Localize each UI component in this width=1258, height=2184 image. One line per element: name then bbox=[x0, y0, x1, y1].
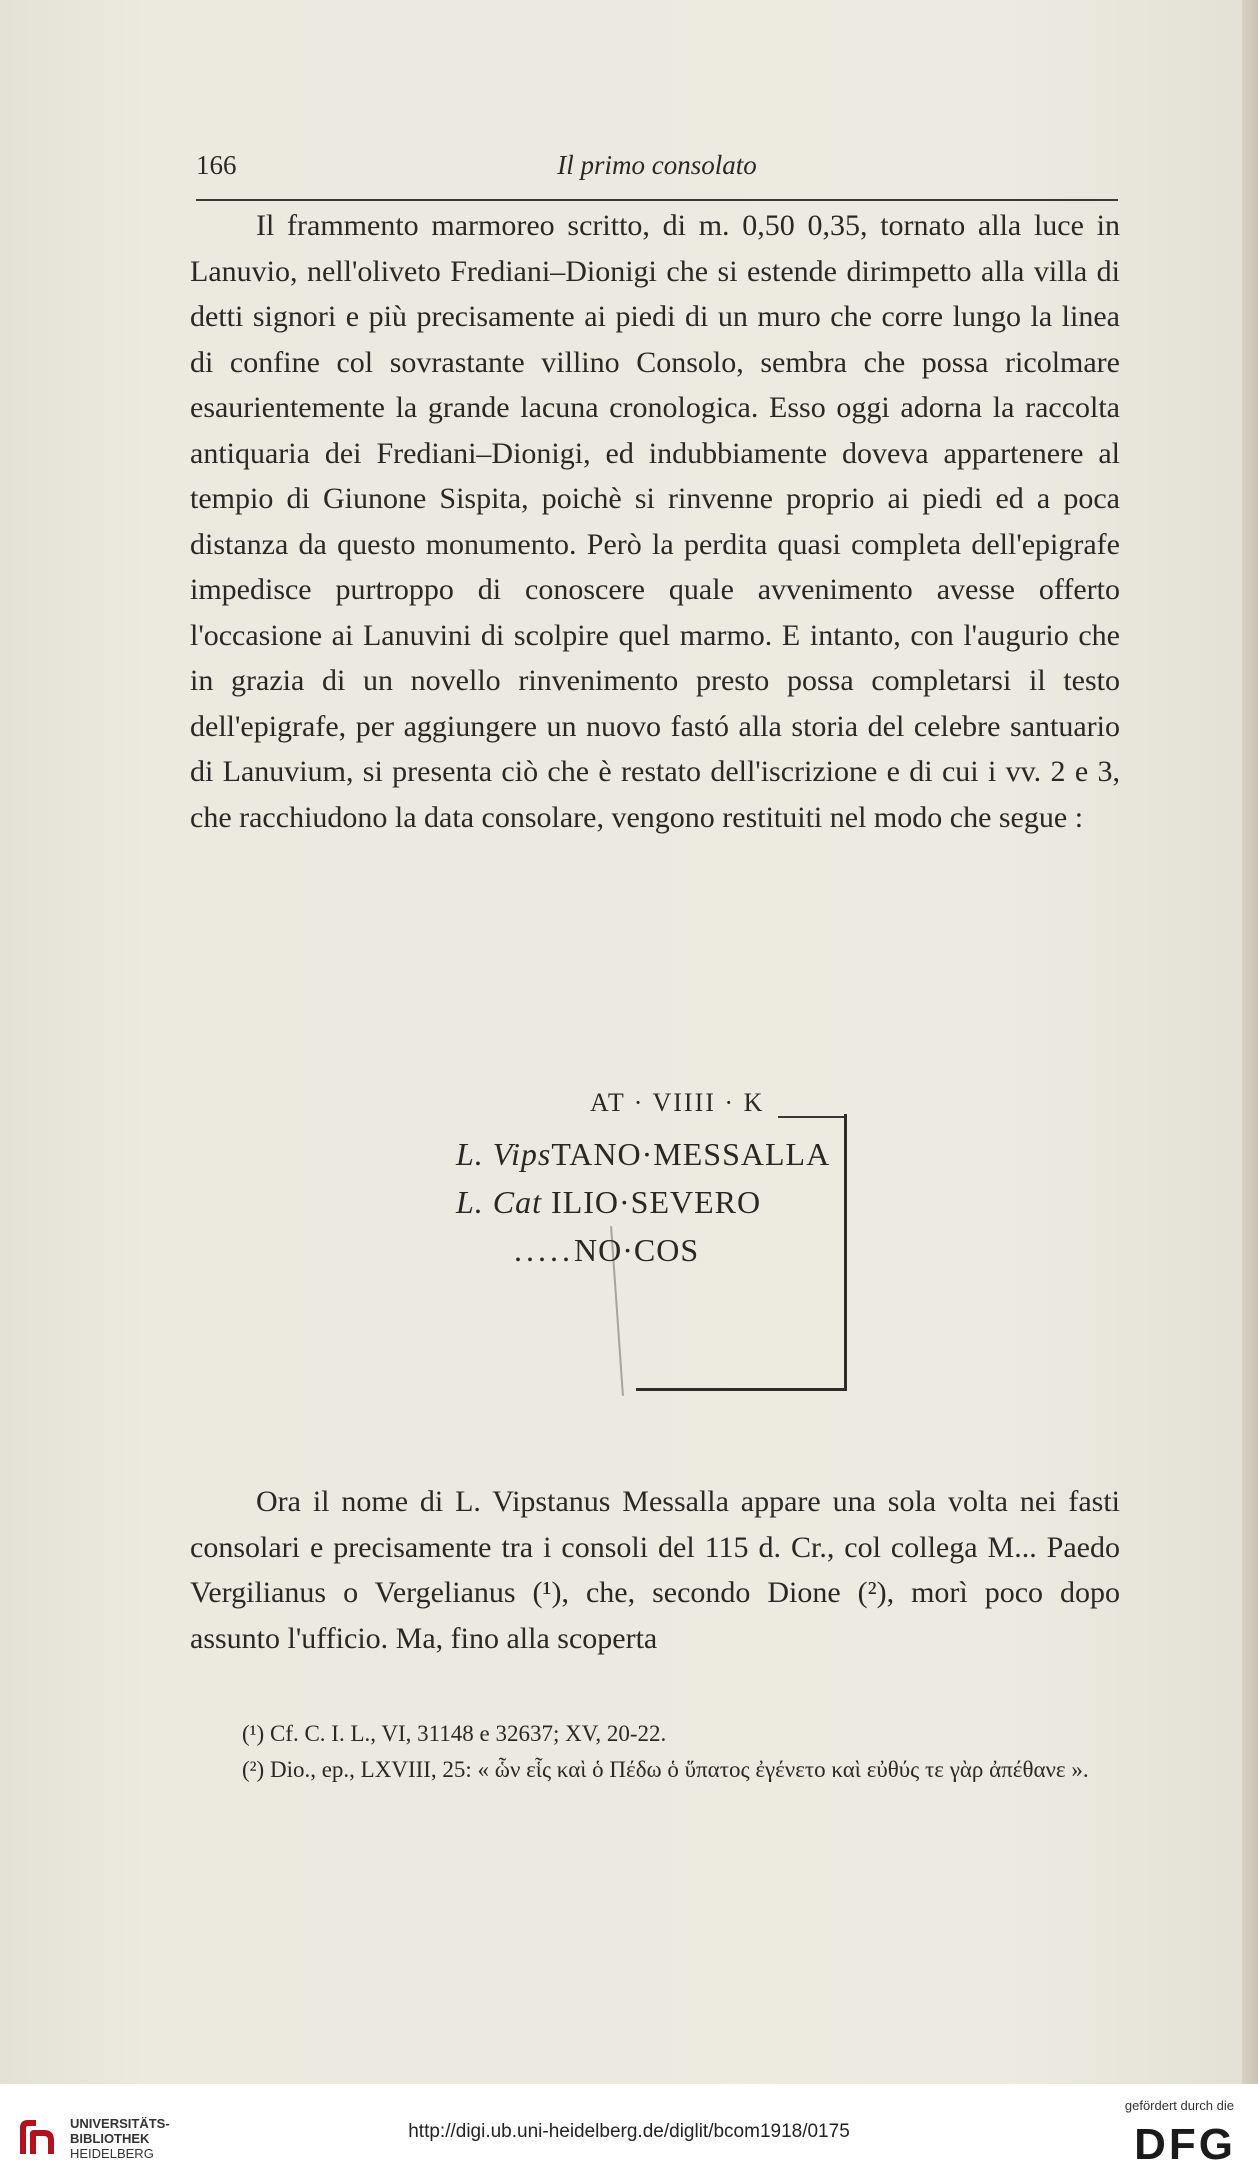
inscription-top-edge bbox=[778, 1116, 846, 1118]
inscription-line-3-restored: L. Cat bbox=[456, 1184, 543, 1220]
inscription-line-1: AT · VIIII · K bbox=[590, 1088, 765, 1117]
library-name-line-2: BIBLIOTHEK bbox=[70, 2131, 150, 2146]
inscription-line-2-original: TANO·MESSALLA bbox=[551, 1136, 831, 1172]
inscription-line-2-restored: L. Vips bbox=[456, 1136, 552, 1172]
body-paragraph-2: Ora il nome di L. Vipstanus Messalla appare una sola volta nei fasti consolari e precisamente tra i consoli del 115 d. Cr., col collega M... Paedo Vergilianus o Vergelianus (¹), che, secondo Dione (²), morì poco dopo assunto l'ufficio. Ma, fino alla scoperta bbox=[190, 1485, 1120, 1655]
document-url-link[interactable]: http://digi.ub.uni-heidelberg.de/diglit/bcom1918/0175 bbox=[408, 2121, 850, 2142]
running-title: Il primo consolato bbox=[557, 150, 757, 180]
header-rule bbox=[196, 199, 1118, 201]
page-spine-shadow bbox=[1242, 0, 1258, 2084]
page-header bbox=[196, 150, 1118, 184]
inscription-line-2 bbox=[456, 1136, 830, 1173]
inscription-line-4 bbox=[514, 1232, 699, 1269]
inscription-right-edge bbox=[844, 1114, 847, 1390]
library-name-line-1: UNIVERSITÄTS- bbox=[70, 2116, 170, 2131]
library-name-line-3: HEIDELBERG bbox=[70, 2146, 154, 2161]
inscription-bottom-edge bbox=[636, 1388, 847, 1391]
page-number: 166 bbox=[196, 150, 237, 180]
body-paragraph-1: Il frammento marmoreo scritto, di m. 0,50 0,35, tornato alla luce in Lanuvio, nell'oliveto Frediani–Dionigi che si estende dirimpetto alla villa di detti signori e più precisamente ai piedi di un muro che corre lungo la linea di confine col sovrastante villino Consolo, sembra che possa ricolmare esaurientemente la grande lacuna cronologica. Esso oggi adorna la raccolta antiquaria dei Frediani–Dionigi, ed indubbiamente doveva appartenere al tempio di Giunone Sispita, poichè si rinvenne proprio ai piedi ed a poca distanza da questo monumento. Però la perdita quasi completa dell'epigrafe impedisce purtroppo di conoscere quale avvenimento avesse offerto l'occasione ai Lanuvini di scolpire quel marmo. E intanto, con l'augurio che in grazia di un novello rinvenimento presto possa completarsi il testo dell'epigrafe, per aggiungere un nuovo fastó alla storia del celebre santuario di Lanuvium, si presenta ciò che è restato dell'iscrizione e di cui i vv. 2 e 3, che racchiudono la data consolare, vengono restituiti nel modo che segue : bbox=[190, 209, 1120, 834]
footnote-1: (¹) Cf. C. I. L., VI, 31148 e 32637; XV, 20-22. bbox=[242, 1721, 667, 1746]
inscription-line-4-dots: ..... bbox=[514, 1232, 574, 1268]
dfg-logo: DFG bbox=[1134, 2120, 1236, 2169]
inscription-figure bbox=[440, 1078, 860, 1418]
viewer-footer-bar bbox=[0, 2084, 1258, 2184]
funder-label: gefördert durch die bbox=[1124, 2098, 1234, 2113]
inscription-line-3 bbox=[456, 1184, 761, 1221]
inscription-line-4-original: NO·COS bbox=[574, 1232, 700, 1268]
footnote-2: (²) Dio., ep., LXVIII, 25: « ὧν εἷς καὶ ὁ Πέδω ὁ ὕπατος ἐγένετο καὶ εὐθύς τε γὰρ ἀπέθανε ». bbox=[242, 1757, 1089, 1782]
inscription-line-3-original: ILIO·SEVERO bbox=[551, 1184, 762, 1220]
footnotes bbox=[190, 1716, 1120, 1788]
